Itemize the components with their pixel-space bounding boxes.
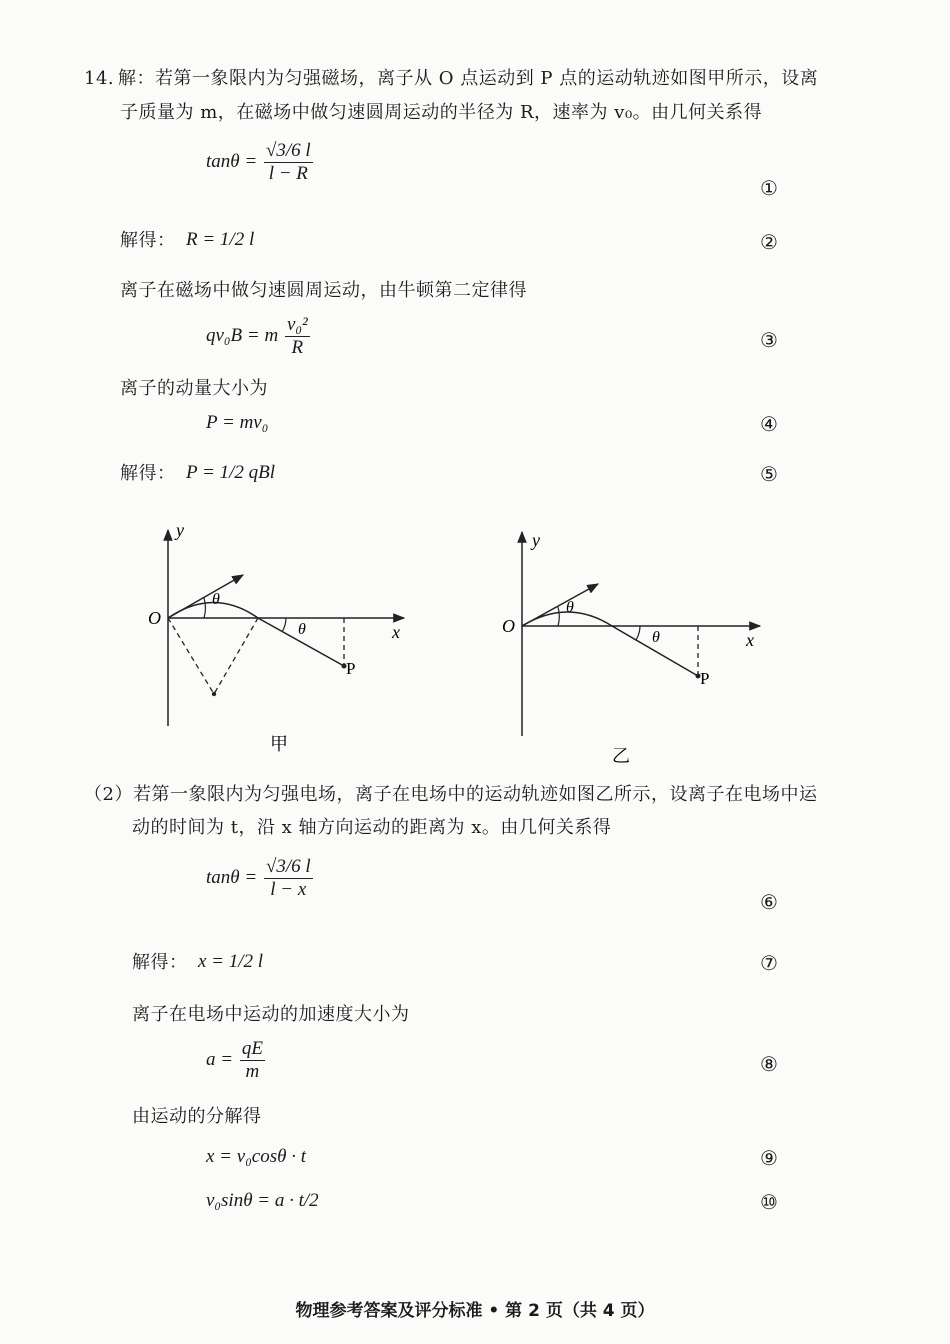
acceleration-line: 离子在电场中运动的加速度大小为 — [132, 1004, 410, 1025]
fig-b-angle-arc-2 — [636, 626, 640, 640]
fig-a-x-label: x — [392, 622, 400, 642]
equation-6-denominator: l − x — [264, 878, 313, 901]
figure-a — [148, 520, 404, 754]
part2-intro-line-2: 动的时间为 t，沿 x 轴方向运动的距离为 x。由几何关系得 — [132, 817, 612, 838]
equation-3 — [206, 314, 312, 359]
equation-8-numerator: qE — [241, 1038, 263, 1059]
intro-line-1: 解：若第一象限内为匀强磁场，离子从 O 点运动到 P 点的运动轨迹如图甲所示，设离 — [118, 68, 819, 89]
equation-2-label: ② — [760, 230, 778, 254]
equation-3-lhs: qv₀B = m — [206, 324, 279, 346]
equation-10-label: ⑩ — [760, 1190, 778, 1214]
fig-b-p-label: P — [700, 669, 710, 688]
fig-a-radius-2 — [214, 618, 258, 694]
equation-6 — [206, 856, 315, 901]
equation-3-denominator: R — [285, 336, 310, 359]
fig-b-caption: 乙 — [612, 746, 630, 766]
equation-3-label: ③ — [760, 328, 778, 352]
fig-b-theta-2: θ — [652, 629, 660, 646]
problem-number: 14. — [84, 68, 115, 89]
fig-a-theta-1: θ — [212, 591, 220, 608]
equation-4: P = mv₀ — [206, 412, 269, 433]
fig-a-y-label: y — [176, 520, 184, 540]
decomposition-line: 由运动的分解得 — [132, 1106, 262, 1127]
newton-law-line: 离子在磁场中做匀速圆周运动，由牛顿第二定律得 — [120, 280, 527, 301]
figures — [0, 510, 950, 780]
equation-2-prefix: 解得： — [120, 230, 176, 251]
page-footer: 物理参考答案及评分标准 • 第 2 页（共 4 页） — [295, 1301, 655, 1321]
fig-a-p-label: P — [346, 659, 356, 678]
equation-8-fraction — [240, 1038, 265, 1083]
part2-intro-line-1: （2）若第一象限内为匀强电场，离子在电场中的运动轨迹如图乙所示，设离子在电场中运 — [84, 784, 818, 805]
fig-b-origin-label: O — [502, 616, 515, 636]
equation-6-numerator: √3/6 l — [265, 856, 311, 877]
equation-8-label: ⑧ — [760, 1052, 778, 1076]
equation-7: x = 1/2 l — [198, 951, 264, 972]
fig-a-radius-1 — [168, 618, 214, 694]
equation-7-label: ⑦ — [760, 951, 778, 975]
equation-1-lhs: tanθ = — [206, 150, 258, 172]
equation-8-denominator: m — [240, 1060, 265, 1083]
equation-2: R = 1/2 l — [186, 229, 255, 250]
fig-a-center-point — [212, 692, 216, 696]
equation-1-numerator: √3/6 l — [265, 140, 311, 161]
equation-1-fraction — [264, 140, 313, 185]
equation-3-numerator: v₀² — [286, 314, 308, 335]
equation-9: x = v₀cosθ · t — [206, 1146, 306, 1167]
equation-6-fraction — [264, 856, 313, 901]
fig-b-y-label: y — [532, 530, 540, 550]
fig-b-theta-1: θ — [566, 599, 574, 616]
intro-line-2: 子质量为 m，在磁场中做匀速圆周运动的半径为 R，速率为 v₀。由几何关系得 — [120, 102, 763, 123]
equation-8 — [206, 1038, 267, 1083]
equation-10: v₀sinθ = a · t/2 — [206, 1190, 319, 1211]
fig-a-angle-arc-1 — [204, 598, 205, 618]
fig-a-origin-label: O — [148, 608, 161, 628]
fig-b-angle-arc-1 — [558, 607, 559, 626]
equation-5: P = 1/2 qBl — [186, 462, 275, 483]
equation-7-prefix: 解得： — [132, 952, 188, 973]
fig-a-theta-2: θ — [298, 621, 306, 638]
figure-b — [502, 530, 760, 766]
equation-1 — [206, 140, 315, 185]
momentum-line: 离子的动量大小为 — [120, 378, 268, 399]
equation-3-fraction — [285, 314, 310, 359]
fig-a-angle-arc-2 — [282, 618, 286, 632]
equation-8-lhs: a = — [206, 1048, 234, 1070]
equation-5-label: ⑤ — [760, 462, 778, 486]
fig-b-x-label: x — [746, 630, 754, 650]
equation-1-label: ① — [760, 176, 778, 200]
fig-a-caption: 甲 — [270, 734, 288, 754]
equation-6-lhs: tanθ = — [206, 866, 258, 888]
equation-5-prefix: 解得： — [120, 463, 176, 484]
equation-1-denominator: l − R — [264, 162, 313, 185]
equation-6-label: ⑥ — [760, 890, 778, 914]
equation-4-label: ④ — [760, 412, 778, 436]
equation-9-label: ⑨ — [760, 1146, 778, 1170]
